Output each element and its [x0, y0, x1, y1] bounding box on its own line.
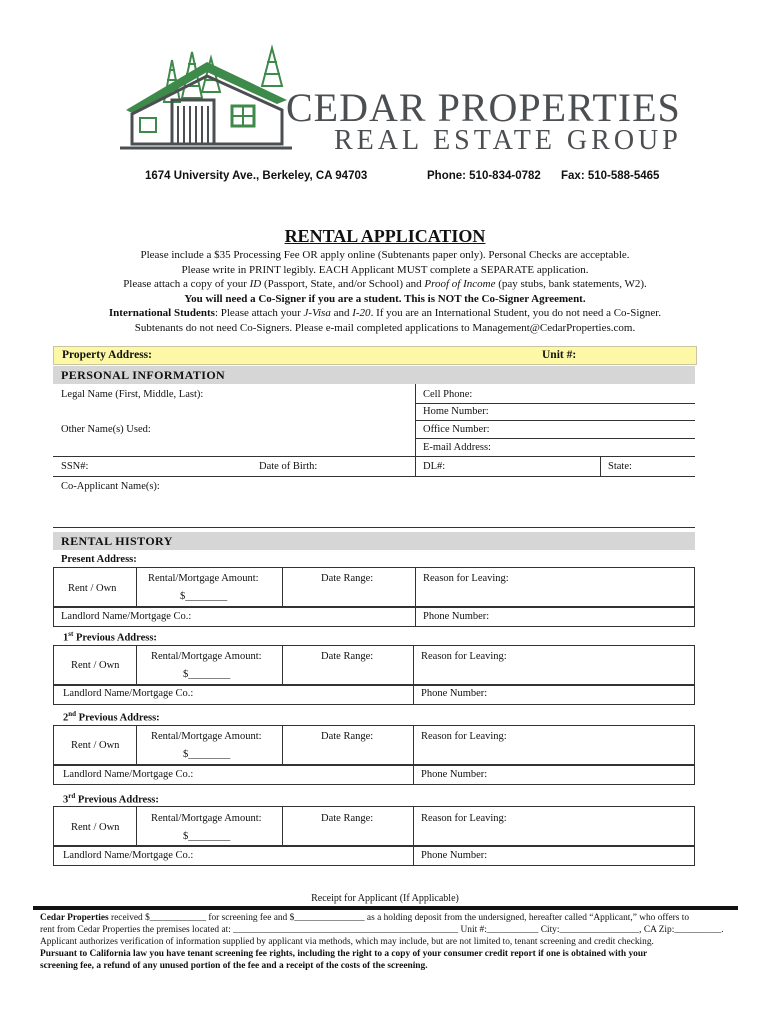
divider [415, 567, 416, 607]
previous-address-title: 3rd Previous Address: [63, 792, 159, 806]
rental-history-heading: RENTAL HISTORY [53, 532, 695, 550]
previous-address-box [53, 806, 695, 846]
divider [53, 456, 695, 457]
date-range-field[interactable]: Date Range: [321, 573, 374, 584]
unit-label: Unit #: [542, 349, 577, 361]
office-fax: Fax: 510-588-5465 [561, 170, 660, 182]
date-range-field[interactable]: Date Range: [321, 651, 374, 662]
date-range-field[interactable]: Date Range: [321, 731, 374, 742]
landlord-phone-field[interactable]: Phone Number: [423, 611, 490, 622]
amount-field[interactable]: Rental/Mortgage Amount: [148, 573, 259, 584]
cell-phone-field[interactable]: Cell Phone: [423, 389, 473, 400]
divider [136, 725, 137, 765]
rent-own-toggle[interactable]: Rent / Own [71, 822, 120, 833]
home-number-field[interactable]: Home Number: [423, 406, 489, 417]
instruction-line: Subtenants do not need Co-Signers. Please e-mail completed applications to Management@CedarProperties.com. [134, 321, 636, 334]
divider [136, 806, 137, 846]
landlord-field[interactable]: Landlord Name/Mortgage Co.: [63, 688, 194, 699]
receipt-body [40, 912, 740, 972]
divider [413, 725, 414, 765]
receipt-line: rent from Cedar Properties the premises located at: ________________________________________________ Unit #:___________ City:_________________, CA Zip:__________. [40, 925, 724, 935]
divider [415, 384, 416, 476]
reason-field[interactable]: Reason for Leaving: [421, 651, 507, 662]
divider [416, 438, 695, 439]
amount-blank[interactable]: $________ [180, 591, 228, 602]
landlord-phone-field[interactable]: Phone Number: [421, 850, 488, 861]
previous-address-box [53, 725, 695, 765]
date-range-field[interactable]: Date Range: [321, 813, 374, 824]
amount-blank[interactable]: $________ [183, 749, 231, 760]
amount-field[interactable]: Rental/Mortgage Amount: [151, 731, 262, 742]
ssn-field[interactable]: SSN#: [61, 461, 89, 472]
dl-field[interactable]: DL#: [423, 461, 446, 472]
personal-info-heading: PERSONAL INFORMATION [53, 366, 695, 384]
divider [416, 420, 695, 421]
divider [413, 685, 414, 705]
amount-blank[interactable]: $________ [183, 669, 231, 680]
divider [413, 846, 414, 866]
reason-field[interactable]: Reason for Leaving: [421, 731, 507, 742]
office-address: 1674 University Ave., Berkeley, CA 94703 [145, 170, 368, 182]
divider [413, 645, 414, 685]
receipt-rights-line: Pursuant to California law you have tenant screening fee rights, including the right to a copy of your consumer credit report if one is obtained with your [40, 949, 648, 959]
divider [282, 806, 283, 846]
instruction-line: International Students: Please attach your J-Visa and I-20. If you are an International Student, you do not need a Co-Signer. [108, 307, 662, 319]
brand-name: CEDAR PROPERTIES [286, 85, 681, 130]
office-phone: Phone: 510-834-0782 [427, 170, 541, 182]
reason-field[interactable]: Reason for Leaving: [421, 813, 507, 824]
divider [600, 457, 601, 476]
previous-address-box [53, 645, 695, 685]
email-field[interactable]: E-mail Address: [423, 442, 491, 453]
rent-own-toggle[interactable]: Rent / Own [71, 740, 120, 751]
divider [413, 806, 414, 846]
divider [282, 567, 283, 607]
rent-own-toggle[interactable]: Rent / Own [68, 583, 117, 594]
dob-field[interactable]: Date of Birth: [259, 461, 318, 472]
instruction-line: Please attach a copy of your ID (Passport, State, and/or School) and Proof of Income (pay stubs, bank statements, W2). [123, 278, 647, 290]
state-field[interactable]: State: [608, 461, 632, 472]
property-address-field[interactable] [53, 346, 697, 365]
page-title: RENTAL APPLICATION [284, 226, 486, 246]
amount-field[interactable]: Rental/Mortgage Amount: [151, 651, 262, 662]
receipt-rights-line: screening fee, a refund of any unused portion of the fee and a receipt of the costs of the screening. [40, 961, 428, 971]
receipt-line: Cedar Properties received $____________ for screening fee and $_______________ as a holding deposit from the undersigned, hereafter called “Applicant,” who offers to [40, 913, 690, 923]
amount-blank[interactable]: $________ [183, 831, 231, 842]
receipt-title: Receipt for Applicant (If Applicable) [311, 893, 459, 904]
cosigner-notice: You will need a Co-Signer if you are a student. This is NOT the Co-Signer Agreement. [184, 292, 586, 305]
divider [282, 645, 283, 685]
divider [415, 607, 416, 627]
instructions [0, 248, 770, 335]
amount-field[interactable]: Rental/Mortgage Amount: [151, 813, 262, 824]
divider [413, 765, 414, 785]
other-names-field[interactable]: Other Name(s) Used: [61, 424, 151, 435]
instruction-line: Please include a $35 Processing Fee OR apply online (Subtenants paper only). Personal Checks are acceptable. [140, 249, 630, 261]
landlord-field[interactable]: Landlord Name/Mortgage Co.: [63, 769, 194, 780]
divider [416, 403, 695, 404]
present-address-title: Present Address: [61, 554, 137, 565]
landlord-phone-field[interactable]: Phone Number: [421, 769, 488, 780]
office-number-field[interactable]: Office Number: [423, 424, 490, 435]
brand-subtitle: REAL ESTATE GROUP [334, 125, 682, 156]
reason-field[interactable]: Reason for Leaving: [423, 573, 509, 584]
divider [136, 567, 137, 607]
divider [53, 476, 695, 477]
divider [282, 725, 283, 765]
instruction-line: Please write in PRINT legibly. EACH Applicant MUST complete a SEPARATE application. [181, 263, 589, 276]
previous-address-title: 2nd Previous Address: [63, 710, 160, 724]
receipt-divider [33, 906, 738, 910]
co-applicant-field[interactable]: Co-Applicant Name(s): [61, 481, 160, 492]
previous-address-title: 1st Previous Address: [63, 630, 157, 644]
receipt-line: Applicant authorizes verification of information supplied by applicant via methods, which may include, but are not limited to, tenant screening and credit checking. [40, 937, 654, 947]
landlord-field[interactable]: Landlord Name/Mortgage Co.: [61, 611, 192, 622]
legal-name-field[interactable]: Legal Name (First, Middle, Last): [61, 389, 204, 400]
property-address-label: Property Address: [62, 349, 152, 361]
rent-own-toggle[interactable]: Rent / Own [71, 660, 120, 671]
landlord-phone-field[interactable]: Phone Number: [421, 688, 488, 699]
landlord-field[interactable]: Landlord Name/Mortgage Co.: [63, 850, 194, 861]
divider [53, 527, 695, 528]
divider [136, 645, 137, 685]
